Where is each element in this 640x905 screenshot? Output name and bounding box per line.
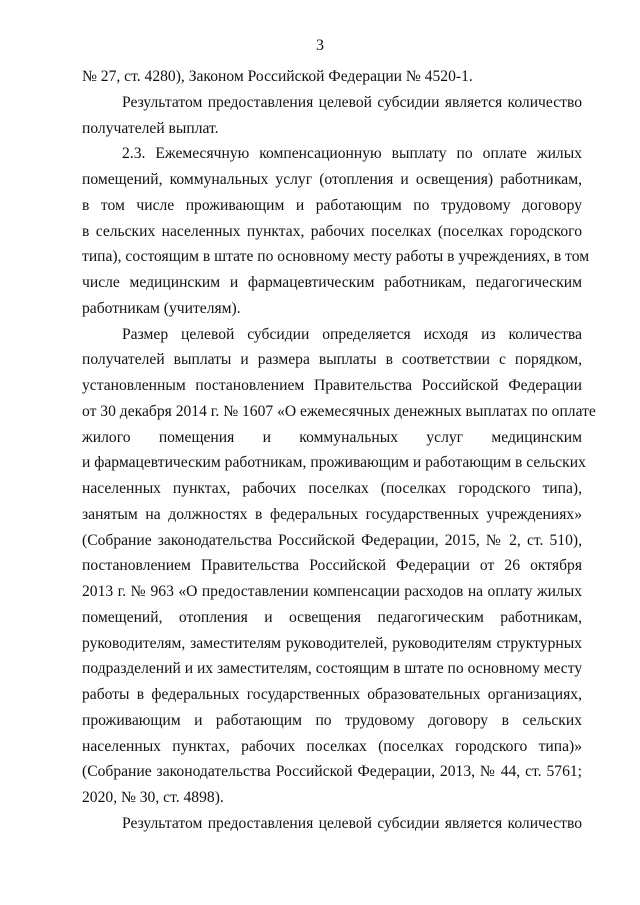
- text-line: населенных пунктах, рабочих поселках (поселках городского типа),: [82, 480, 582, 497]
- page-number: 3: [316, 37, 324, 54]
- text-line: (Собрание законодательства Российской Федерации, 2015, № 2, ст. 510),: [82, 531, 582, 549]
- text-line: жилого помещения и коммунальных услуг медицинским: [82, 428, 582, 446]
- text-line: числе медицинским и фармацевтическим работникам, педагогическим: [82, 274, 582, 291]
- text-line: получателей выплат.: [82, 119, 219, 137]
- text-line: Результатом предоставления целевой субсидии является количество: [122, 93, 582, 111]
- text-line: помещений, отопления и освещения педагогическим работникам,: [82, 608, 582, 626]
- text-line: № 27, ст. 4280), Законом Российской Федерации № 4520-1.: [82, 68, 473, 85]
- text-line: подразделений и их заместителям, состоящим в штате по основному месту: [82, 660, 583, 678]
- text-line: проживающим и работающим по трудовому договору в сельских: [82, 711, 582, 729]
- text-line: постановлением Правительства Российской Федерации от 26 октября: [82, 557, 582, 575]
- text-line: (Собрание законодательства Российской Федерации, 2013, № 44, ст. 5761;: [82, 763, 582, 781]
- text-line: 2.3. Ежемесячную компенсационную выплату по оплате жилых: [122, 145, 582, 163]
- text-line: и фармацевтическим работникам, проживающим и работающим в сельских: [82, 454, 586, 472]
- text-line: 2013 г. № 963 «О предоставлении компенсации расходов на оплату жилых: [82, 583, 582, 600]
- text-line: в сельских населенных пунктах, рабочих поселках (поселках городского: [82, 222, 582, 240]
- text-line: помещений, коммунальных услуг (отопления и освещения) работникам,: [82, 171, 582, 188]
- text-line: 2020, № 30, ст. 4898).: [82, 789, 224, 806]
- document-body: [82, 64, 596, 837]
- text-line: руководителям, заместителям руководителей, руководителям структурных: [82, 634, 582, 652]
- text-line: типа), состоящим в штате по основному месту работы в учреждениях, в том: [82, 248, 590, 266]
- text-line: установленным постановлением Правительства Российской Федерации: [82, 377, 582, 394]
- text-line: населенных пунктах, рабочих поселках (поселках городского типа)»: [82, 737, 582, 755]
- text-line: в том числе проживающим и работающим по трудовому договору: [82, 196, 582, 214]
- text-line: от 30 декабря 2014 г. № 1607 «О ежемесячных денежных выплатах по оплате: [82, 402, 596, 420]
- text-line: работникам (учителям).: [82, 299, 241, 317]
- text-line: получателей выплаты и размера выплаты в соответствии с порядком,: [82, 351, 582, 369]
- text-line: Размер целевой субсидии определяется исходя из количества: [122, 325, 582, 343]
- text-line: занятым на должностях в федеральных государственных учреждениях»: [82, 505, 582, 523]
- text-line: работы в федеральных государственных образовательных организациях,: [82, 686, 582, 703]
- text-line: Результатом предоставления целевой субсидии является количество: [122, 814, 582, 832]
